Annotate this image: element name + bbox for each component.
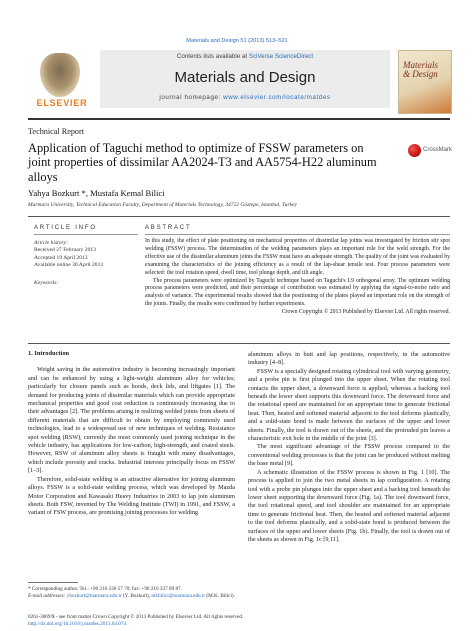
- intro-paragraph-1: Weight saving in the automotive industry is becoming increasingly important and can be enhanced by using a light-weight aluminum alloy for vehicles; particularly for closure panels such as hoods, deck lids, and liftgates [1]. The demand for producing joints of dissimilar materials which can provide appropriate mechanical properties and good cost reduction is continuously increasing due to their advantages [2]. The problems arising in realizing welded joints from sheets of different materials that are difficult to obtain by employing commonly used technologies, lead to a widespread use of new techniques of welding. Resistance spot welding (RSW), currently the most commonly used joining technique in the vehicle industry, has applications for low-carbon, high-strength, and coated steels. However, RSW of aluminum alloy sheets is fraught with many disadvantages, which include porosity and cracks. Industrial interests principally focus on FSSW [1–3].: [28, 366, 235, 475]
- sciencedirect-link[interactable]: SciVerse ScienceDirect: [248, 53, 314, 60]
- crossmark-label: CrossMark: [423, 147, 453, 153]
- intro-paragraph-continued: aluminum alloys in butt and lap positions, respectively, in the automotive industry [4–8].: [248, 351, 450, 367]
- email-label: E-mail addresses:: [28, 592, 67, 599]
- cover-title: [403, 61, 438, 79]
- abstract-copyright: Crown Copyright © 2013 Published by Elsevier Ltd. All rights reserved.: [281, 309, 450, 316]
- footnote: [28, 586, 235, 599]
- article-type: Technical Report: [28, 127, 85, 136]
- cover-text-2: & Design: [403, 69, 438, 79]
- intro-paragraph-4: The most significant advantage of the FSSW process compared to the conventional welding processes is that the joint can be produced without melting the base metal [9].: [248, 443, 450, 468]
- intro-paragraph-2: Therefore, solid-state welding is an attractive alternative for joining aluminum alloys. FSSW is a solid-state welding process, which was developed by Mazda Motor Corporation and Kawasaki Heavy Industries in 2003 to lap join aluminum sheets. Both FSW, invented by The Welding Institute (TWI) in 1991, and FSSW, a variant of FSW process, are promising joining processes for welding: [28, 475, 235, 517]
- intro-paragraph-5: A schematic illustration of the FSSW process is shown in Fig. 1 [10]. The process is applied to join the two metal sheets in lap configuration. A rotating tool with a probe pin plunges into the upper sheet and a backing tool beneath the lower sheet supporting the downward force (Fig. 1a). The tool downward force, the tool rotational speed, and tool shoulder are maintained for an appropriate time to generate frictional heat. Then, the heated and softened material adjacent to the tool deforms plastically, and a solid-state bond is produced between the surfaces of the upper and lower sheets (Fig. 1b). Finally, the tool is drawn out of the sheets as shown in Fig. 1c [9,11].: [248, 468, 450, 543]
- body-left-column: [28, 350, 235, 518]
- article-info-heading: ARTICLE INFO: [34, 225, 97, 231]
- introduction-heading: 1. Introduction: [28, 350, 70, 357]
- abstract-rule: [145, 234, 450, 235]
- article-authors[interactable]: Yahya Bozkurt *, Mustafa Kemal Bilici: [28, 188, 165, 198]
- email-link-1[interactable]: ybozkurt@marmara.edu.tr: [66, 592, 122, 599]
- journal-cover-image[interactable]: [398, 50, 452, 114]
- elsevier-wordmark: ELSEVIER: [36, 98, 88, 108]
- online-date: Available online 30 April 2013: [34, 262, 104, 269]
- elsevier-tree-icon: [40, 53, 80, 97]
- masthead-center: [100, 50, 390, 108]
- email-line: [28, 593, 235, 600]
- contents-line: [100, 53, 390, 60]
- abstract-divider: [28, 343, 450, 344]
- journal-title: Materials and Design: [174, 69, 316, 86]
- abstract-body: [145, 238, 450, 317]
- abstract-heading: ABSTRACT: [145, 225, 192, 231]
- journal-homepage: [100, 94, 390, 101]
- article-info-rule: [34, 234, 138, 235]
- footnote-rule: [28, 582, 78, 583]
- article-history: [34, 240, 134, 270]
- email-link-2[interactable]: mkbilici@marmara.edu.tr: [151, 592, 206, 599]
- author-affiliation: Marmara University, Technical Education Faculty, Department of Materials Technology, 34722 Göztepe, Istanbul, Turkey: [28, 202, 297, 208]
- accepted-date: Accepted 19 April 2013: [34, 254, 88, 261]
- doi-link[interactable]: http://dx.doi.org/10.1016/j.matdes.2013.04.074: [28, 620, 127, 627]
- cover-text-1: Materials: [403, 60, 438, 70]
- received-date: Received 27 February 2013: [34, 247, 96, 254]
- homepage-link[interactable]: www.elsevier.com/locate/matdes: [223, 94, 331, 101]
- article-title: Application of Taguchi method to optimize of FSSW parameters on joint properties of dissimilar AA2024-T3 and AA5754-H22 aluminum alloys: [28, 141, 377, 184]
- abstract-paragraph-1: In this study, the effect of plate positioning on mechanical properties of dissimilar lap joints was investigated by friction stir spot welding (FSSW) process. The determination of the welding parameters plays an important role for the weld strength. For the effective use of the dissimilar aluminum joints the FSSW must have an adequate strength. The quality of the joint was evaluated by examining the characteristics of the joining efficiency as a result of the lap-shear tensile test. Four process parameters were selected: the tool rotation speed, dwell time, tool plunge depth, and tilt angle.: [145, 238, 450, 276]
- crossmark-badge[interactable]: [408, 144, 454, 160]
- contents-prefix: Contents lists available at: [176, 53, 249, 60]
- homepage-prefix: journal homepage:: [159, 94, 224, 101]
- body-right-column: [248, 351, 450, 544]
- front-matter-note: [28, 614, 448, 628]
- abstract-paragraph-2: The process parameters were optimized by Taguchi technique based on Taguchi's L9 orthogonal array. The optimum welding process parameters were predicted, and their percentage of contribution was estimated by applying the signal-to-noise ratio and analysis of variance. The experimental results showed that the positioning of the plates played an important role on the strength of the joints. Finally, the results were confirmed by further experiments.: [145, 277, 450, 308]
- journal-reference[interactable]: Materials and Design 51 (2013) 513–521: [186, 38, 288, 44]
- journal-masthead: [22, 50, 452, 116]
- elsevier-logo[interactable]: [30, 50, 90, 108]
- header-divider: [28, 216, 450, 217]
- issn-line: 0261-3069/$ - see front matter Crown Copyright © 2013 Published by Elsevier Ltd. All rights reserved.: [28, 614, 244, 620]
- keywords-label: Keywords:: [34, 280, 59, 286]
- email-name-2: (M.K. Bilici).: [205, 592, 235, 599]
- masthead-divider: [28, 118, 450, 120]
- intro-paragraph-3: FSSW is a specially designed rotating cylindrical tool with varying geometry, and a probe pin is first plunged into the upper sheet. When the rotating tool contacts the upper sheet, a downward force is applied, whereas a backing tool beneath the lower sheet supports this downward force. The downward force and the rotational speed are maintained for an appropriate time to generate frictional heat. Then, heated and softened material adjacent to the tool deforms plastically, and a solid-state bond is made between the surfaces of the upper and lower sheets. Finally, the tool is drawn out of the sheets, and the protruded pin leaves a characteristic exit hole in the middle of the joint [3].: [248, 367, 450, 443]
- corresponding-author: * Corresponding author. Tel.: +90 216 336 57 70; fax: +90 216 337 89 87.: [28, 586, 182, 592]
- email-name-1: (Y. Bozkurt),: [121, 592, 152, 599]
- history-label: Article history:: [34, 240, 69, 246]
- crossmark-icon: [408, 144, 421, 157]
